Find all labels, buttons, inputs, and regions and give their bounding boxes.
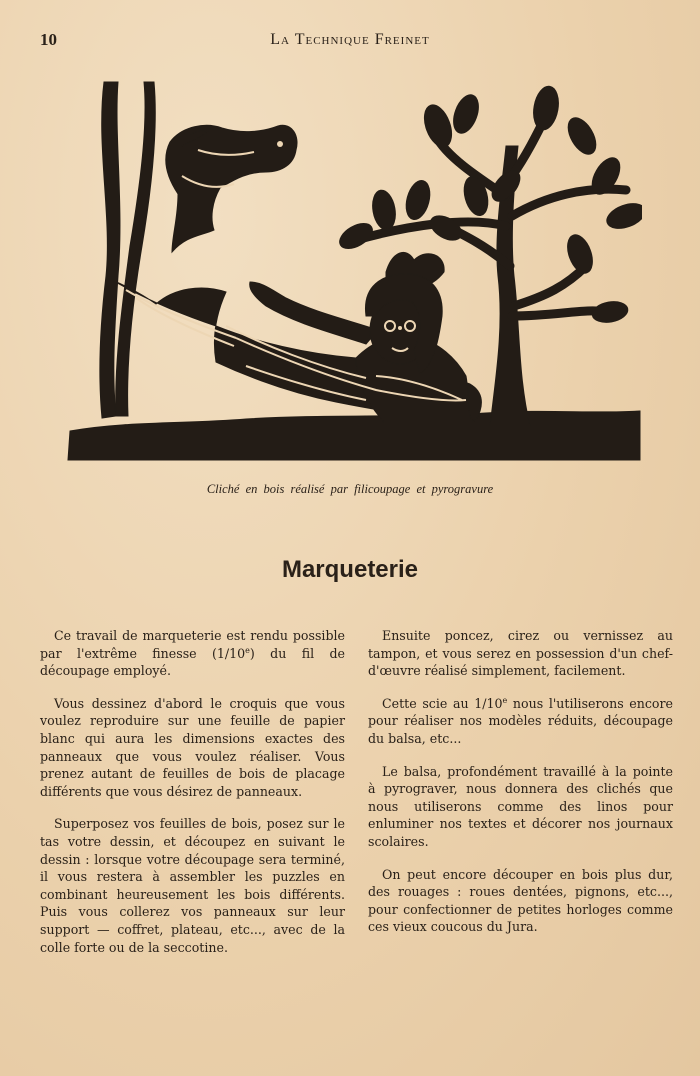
ground bbox=[68, 411, 640, 460]
seaweed-right bbox=[116, 82, 156, 416]
paragraph: Le balsa, profondément travaillé à la pointe à pyrograver, nous donnera des clichés que nous utiliserons comme des linos pour enluminer nos textes et décorer nos journaux scolaires. bbox=[368, 763, 673, 849]
mermaid-arm bbox=[250, 282, 378, 344]
paragraph: On peut encore découper en bois plus dur, des rouages : roues dentées, pignons, etc..., pour confectionner de petites horloges comme ces vieux coucous du Jura. bbox=[368, 866, 673, 935]
article-left-column bbox=[40, 627, 345, 971]
paragraph: Vous dessinez d'abord le croquis que vous voulez reproduire sur une feuille de papier blanc qui aura les dimensions exactes des panneaux que vous voulez réaliser. Vous prenez autant de feuilles de bois de placage différents que vous désirez de panneaux. bbox=[40, 695, 345, 799]
page-number: 10 bbox=[40, 30, 57, 49]
article-title: Marqueterie bbox=[281, 556, 419, 583]
paragraph: Superposez vos feuilles de bois, posez sur le tas votre dessin, et découpez en suivant le dessin : lorsque votre découpage sera terminé, il vous restera à assembler les puzzles en combinant heureusement les bois différents. Puis vous collerez vos panneaux sur leur support — coffret, plateau, etc..., avec de la colle forte ou de la seccotine. bbox=[40, 816, 345, 955]
paragraph: Cette scie au 1/10e nous l'utiliserons encore pour réaliser nos modèles réduits, découpage du balsa, etc... bbox=[368, 695, 673, 746]
paragraph: Ce travail de marqueterie est rendu possible par l'extrême finesse (1/10e) du fil de découpage employé. bbox=[40, 628, 345, 679]
illustration-caption: Cliché en bois réalisé par filicoupage et pyrogravure bbox=[206, 482, 494, 496]
woodcut-illustration bbox=[66, 76, 642, 464]
paragraph: Ensuite poncez, cirez ou vernissez au tampon, et vous serez en possession d'un chef-d'œuvre réalisé simplement, facilement. bbox=[368, 628, 673, 679]
article-right-column bbox=[368, 627, 673, 951]
running-head: La Technique Freinet bbox=[270, 31, 430, 48]
